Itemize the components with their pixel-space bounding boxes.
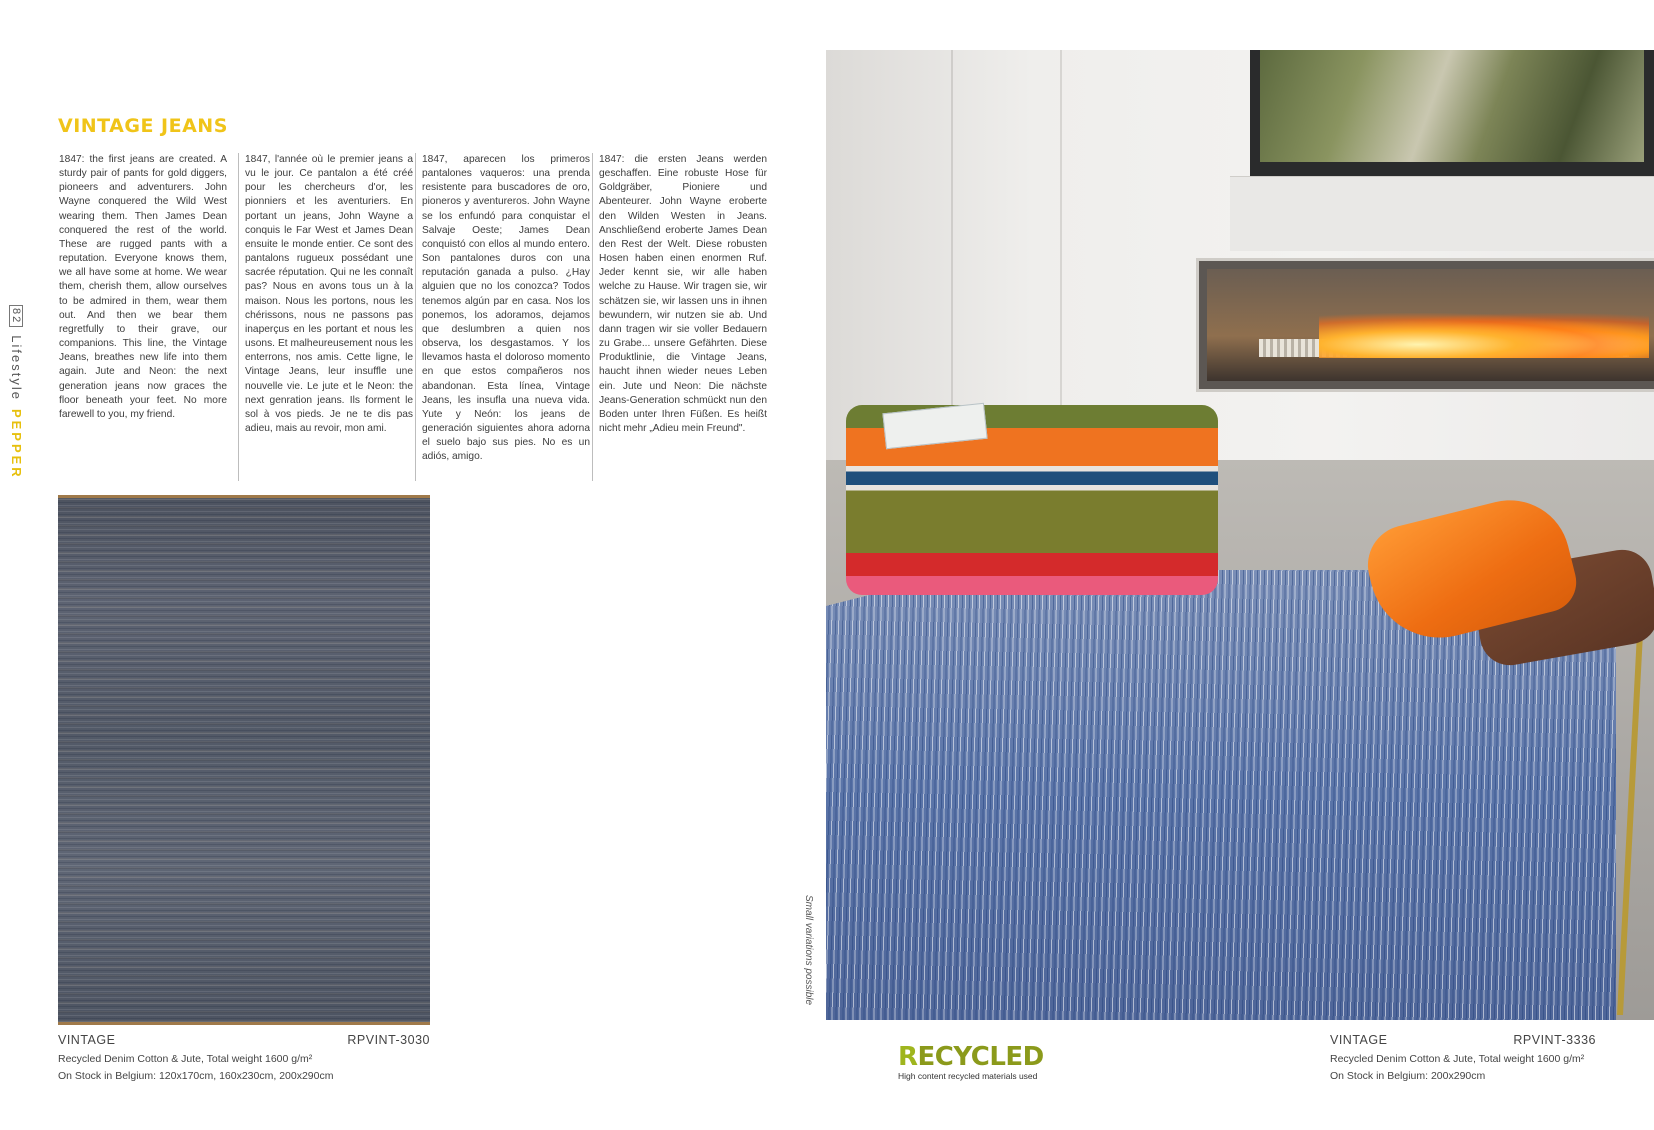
product-code-left: RPVINT-3030 [347,1033,430,1047]
fireplace [1196,258,1654,392]
product-code-right: RPVINT-3336 [1513,1033,1596,1047]
recycled-logo-word [898,1044,1044,1070]
side-running-header [9,305,24,480]
room-photo [826,50,1654,1020]
product-material-right: Recycled Denim Cotton & Jute, Total weight 1600 g/m² [1330,1053,1585,1065]
product-name-right: VINTAGE [1330,1033,1388,1047]
tv-niche [1230,176,1654,251]
product-stock-left: On Stock in Belgium: 120x170cm, 160x230cm, 200x290cm [58,1070,334,1082]
recycled-logo [898,1044,1044,1081]
text-column-english: 1847: the first jeans are created. A sturdy pair of pants for gold diggers, pioneers and adventurers. John Wayne conquered the Wild West wearing them. Then James Dean conquered the rest of the world. These are rugged pants with a reputation. Everyone knows them, we all have some at home. We wear them, cherish them, allow ourselves to be admired in them, wear them out. And then we bear them regretfully to their grave, our companions. This line, the Vintage Jeans, breathes new life into them again. Jute and Neon: the next generation jeans now graces the floor beneath your feet. No more farewell to you, my friend. [59,154,227,420]
recycled-logo-first-letter: R [898,1042,918,1072]
tv-screen [1260,50,1644,162]
section-label: Lifestyle [9,335,24,401]
product-stock-right: On Stock in Belgium: 200x290cm [1330,1070,1486,1082]
page-title: VINTAGE JEANS [58,115,228,137]
variation-note: Small variations possible [803,895,814,1006]
text-column-spanish: 1847, aparecen los primeros pantalones vaqueros: una prenda resistente para buscadores de oro, pioneros y aventureros. John Wayne se los enfundó para conquistar el Salvaje Oeste; James Dean conquistó con ellos al mundo entero. Son pantalones duros con una reputación ganada a pulso. ¿Hay alguien que no los conozca? Todos tenemos algún par en casa. Nos los ponemos, los adoramos, dejamos que deslumbren a quien nos observa, los desgastamos. Y los llevamos hasta el doloroso momento en que estos compañeros nos abandonan. Esta línea, Vintage Jeans, les insufla una nueva vida. Yute y Neón: los jeans de generación siguientes ahora adorna el suelo bajo sus pies. No es un adiós, amigo. [415,153,590,481]
brand-label: PEPPER [9,408,24,480]
page-number: 82 [10,305,24,327]
fire-flames [1319,313,1649,358]
text-column-german: 1847: die ersten Jeans werden geschaffen. Eine robuste Hose für Goldgräber, Pioniere und Abenteurer. John Wayne eroberte den Wilden Westen in Jeans. Anschließend eroberte James Dean den Rest der Welt. Diese robusten Hosen haben einen enormen Ruf. Jeder kennt sie, wir alle haben welche zu Hause. Wir tragen sie, wir schätzen sie, wir lassen uns in ihnen bewundern, wir nutzen sie ab. Und dann tragen wir sie voller Bedauern zu Grabe... unsere Gefährten. Diese Produktlinie, die Vintage Jeans, haucht ihnen wieder neues Leben ein. Jute und Neon: Die nächste Jeans-Generation schmückt nun den Boden unter Ihren Füßen. Es heißt nicht mehr „Adieu mein Freund". [592,153,767,481]
text-column-french: 1847, l'année où le premier jeans a vu le jour. Ce pantalon a été créé pour les chercheurs d'or, les pionniers et les aventuriers. En portant un jeans, John Wayne a conquis le Far West et James Dean ensuite le monde entier. Ce sont des pantalons rugueux possédant une sacrée réputation. Qui ne les connaît pas? Nous en avons tous un à la maison. Nous les portons, nous les chérissons, nous ne passons pas inaperçus en les portant et nous les usons. Et malheureusement nous les enterrons, nos amis. Cette ligne, le Vintage Jeans, leur insuffle une nouvelle vie. Le jute et le Neon: the next genration jeans. Ils forment le sol à vos pieds. Je ne te dis pas adieu, mais au revoir, mon ami. [238,153,413,481]
recycled-logo-tagline: High content recycled materials used [898,1071,1038,1081]
recycled-logo-rest: ECYCLED [917,1042,1044,1072]
product-name-left: VINTAGE [58,1033,116,1047]
rug-swatch-image [58,495,430,1025]
product-material-left: Recycled Denim Cotton & Jute, Total weight 1600 g/m² [58,1053,313,1065]
